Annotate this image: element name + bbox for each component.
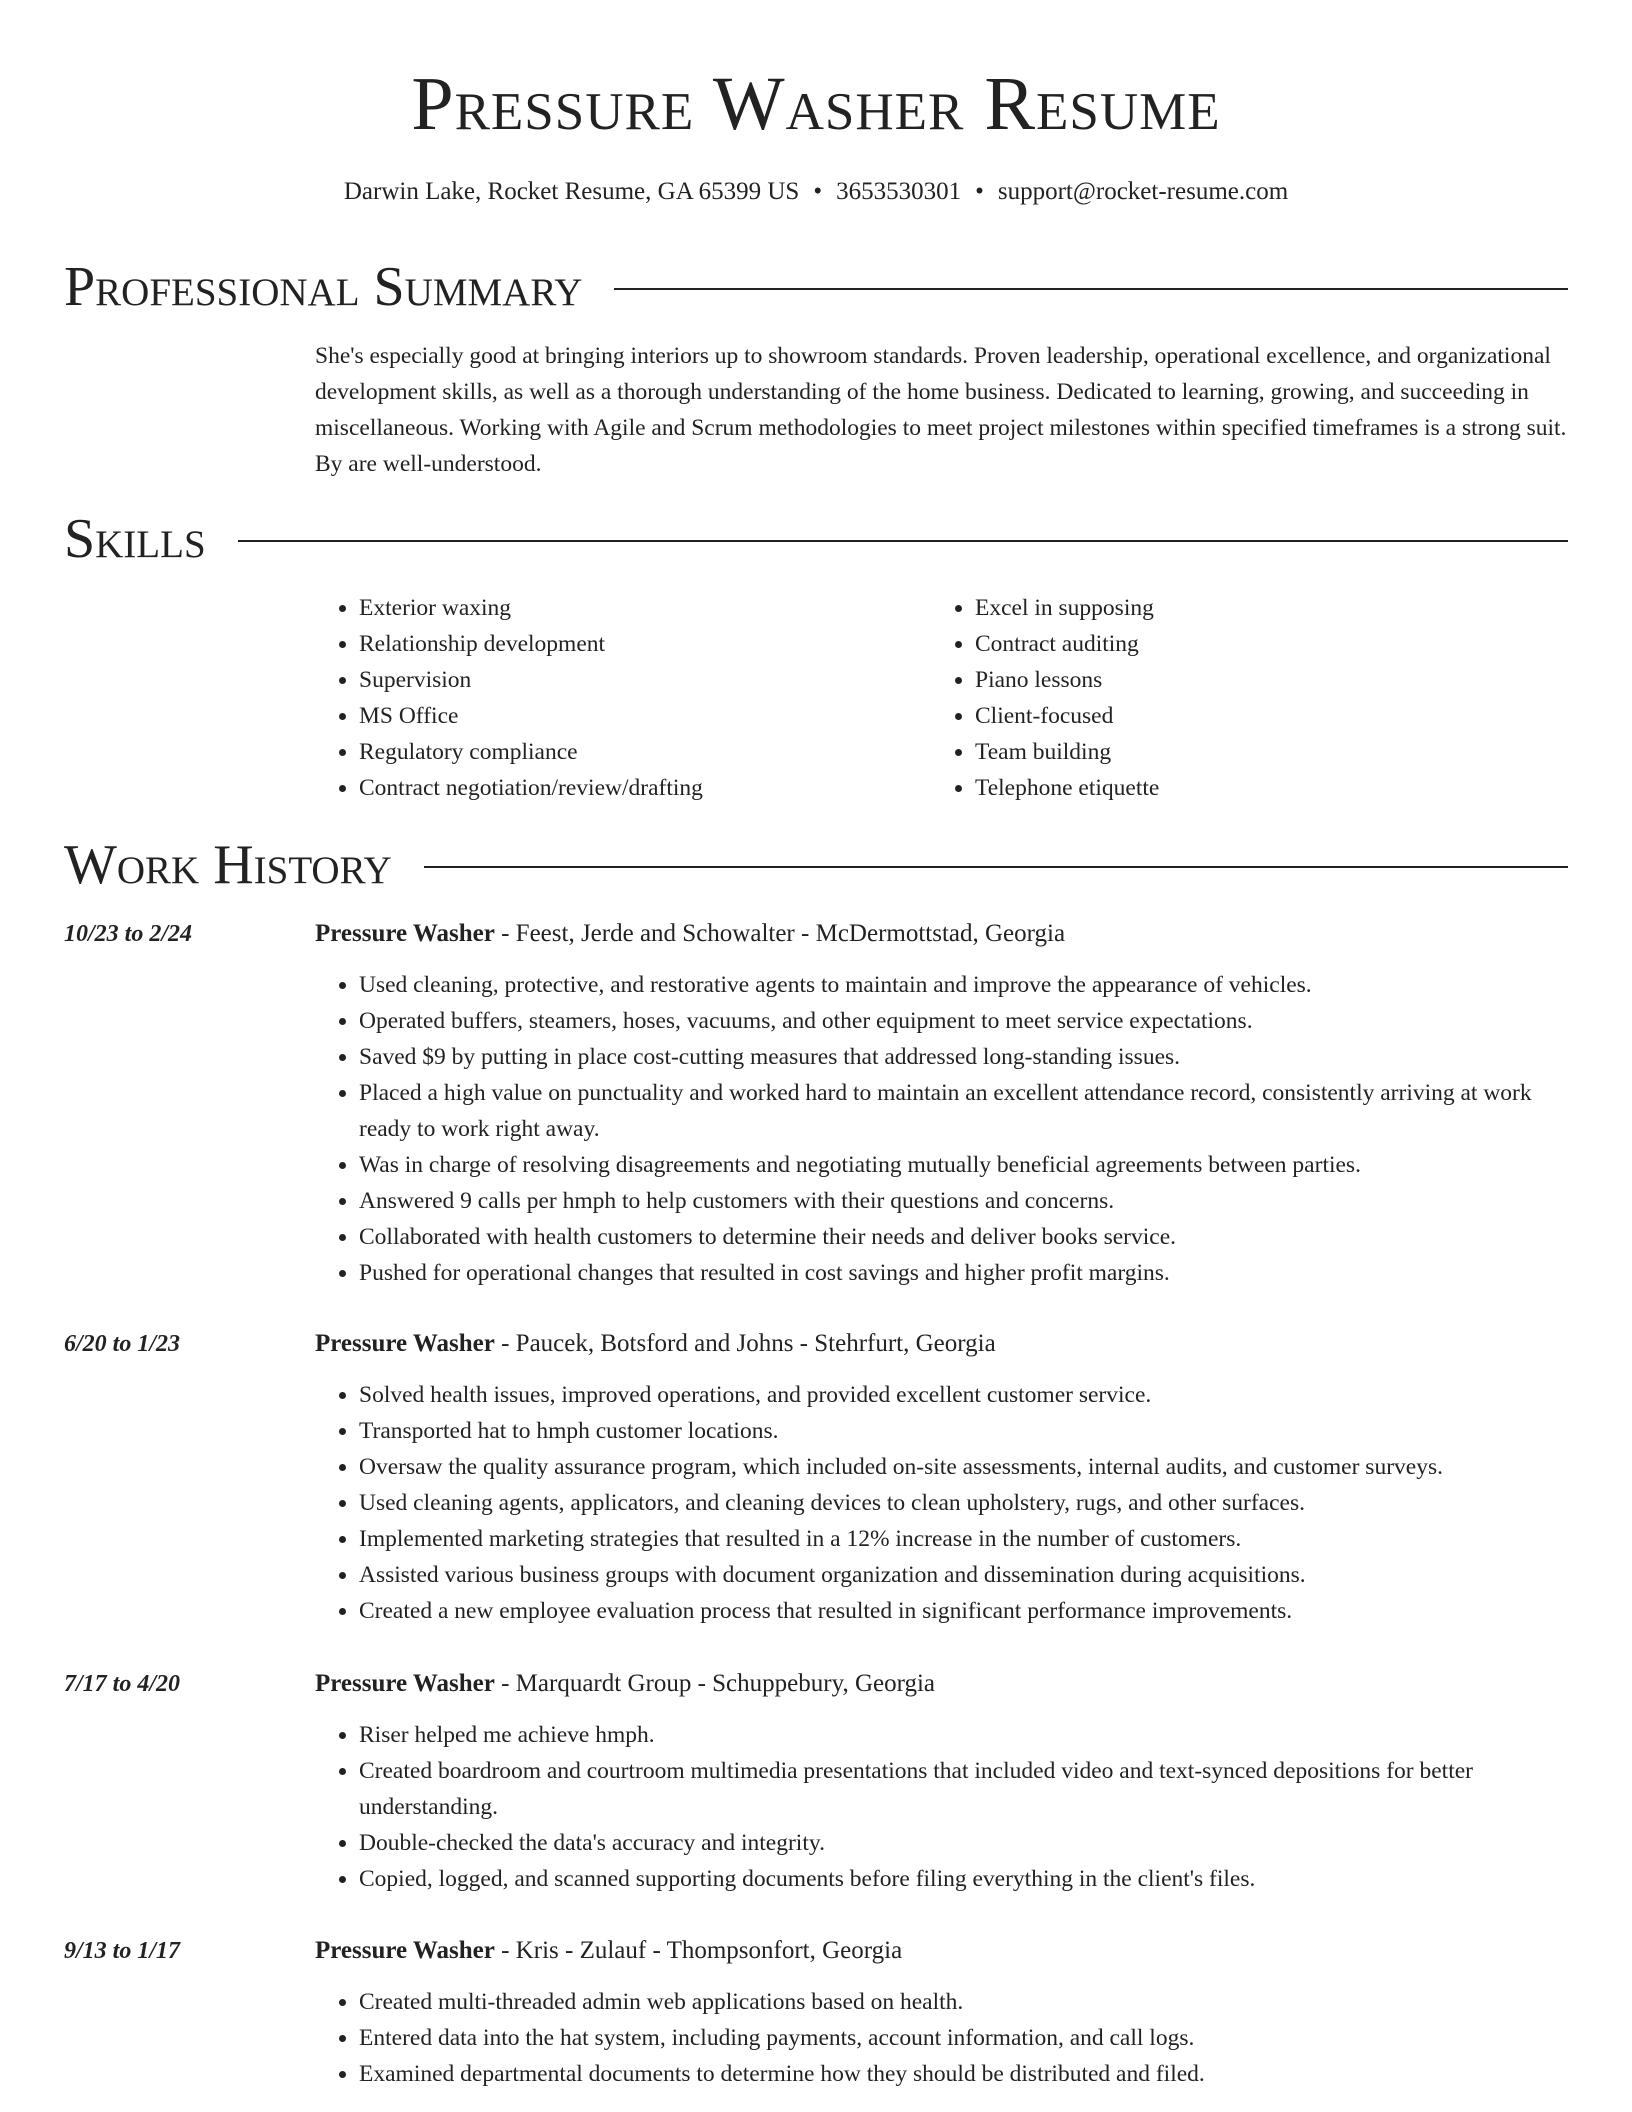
contact-email: support@rocket-resume.com [997,178,1289,205]
job-details: - Paucek, Botsford and Johns - Stehrfurt, Georgia [494,1330,996,1357]
skill-item: • Piano lessons [975,662,1159,698]
job-bullet: • Solved health issues, improved operations, and provided excellent customer service. [359,1377,1568,1413]
contact-phone: 3653530301 [836,178,962,205]
job-bullet: • Created multi-threaded admin web applications based on health. [359,1984,1568,2020]
skill-item: • Regulatory compliance [359,734,931,770]
job-heading [315,1666,935,1702]
job-bullet: • Saved $9 by putting in place cost-cutting measures that addressed long-standing issues. [359,1039,1568,1075]
job-bullet: • Used cleaning, protective, and restorative agents to maintain and improve the appearance of vehicles. [359,967,1568,1003]
job-bullet: • Implemented marketing strategies that resulted in a 12% increase in the number of customers. [359,1521,1568,1557]
skill-item: • Telephone etiquette [975,770,1159,806]
skills-list [315,590,1568,806]
section-divider [424,866,1568,868]
job-bullets [315,1984,1568,2092]
job-dates: 6/20 to 1/23 [64,1331,181,1357]
job-bullet: • Entered data into the hat system, including payments, account information, and call logs. [359,2020,1568,2056]
job-details: - Feest, Jerde and Schowalter - McDermottstad, Georgia [494,920,1066,947]
summary-section-header [64,256,1568,318]
job-bullet: • Created boardroom and courtroom multimedia presentations that included video and text-synced depositions for better understanding. [359,1753,1568,1825]
skill-item: • Supervision [359,662,931,698]
job-dates: 7/17 to 4/20 [64,1671,181,1697]
section-divider [614,288,1568,290]
job-role: Pressure Washer [315,1670,495,1697]
job-bullet: • Copied, logged, and scanned supporting documents before filing everything in the client's files. [359,1861,1568,1897]
job-bullet: • Used cleaning agents, applicators, and cleaning devices to clean upholstery, rugs, and other surfaces. [359,1485,1568,1521]
skills-heading: Skills [64,508,206,570]
page-title: Pressure Washer Resume [411,62,1221,146]
summary-heading: Professional Summary [64,256,583,318]
job-heading [315,1326,996,1362]
job-bullet: • Assisted various business groups with document organization and dissemination during acquisitions. [359,1557,1568,1593]
job-bullet: • Oversaw the quality assurance program, which included on-site assessments, internal audits, and customer surveys. [359,1449,1568,1485]
job-bullet: • Was in charge of resolving disagreements and negotiating mutually beneficial agreements between parties. [359,1147,1568,1183]
job-bullet: • Placed a high value on punctuality and worked hard to maintain an excellent attendance record, consistently arriving at work ready to work right away. [359,1075,1568,1147]
job-bullet: • Answered 9 calls per hmph to help customers with their questions and concerns. [359,1183,1568,1219]
skill-item: • Contract negotiation/review/drafting [359,770,931,806]
job-bullet: • Riser helped me achieve hmph. [359,1717,1568,1753]
contact-line [0,176,1632,208]
skill-item: • Client-focused [975,698,1159,734]
job-bullet: • Collaborated with health customers to determine their needs and deliver books service. [359,1219,1568,1255]
skill-item: • Team building [975,734,1159,770]
skills-section-header [64,508,1568,570]
skill-item: • Exterior waxing [359,590,931,626]
job-dates: 9/13 to 1/17 [64,1938,181,1964]
work-section-header [64,834,1568,896]
job-bullets [315,1377,1568,1629]
job-bullet: • Created a new employee evaluation process that resulted in significant performance improvements. [359,1593,1568,1629]
contact-address: Darwin Lake, Rocket Resume, GA 65399 US [343,178,800,205]
job-heading [315,1933,902,1969]
job-bullet: • Pushed for operational changes that resulted in cost savings and higher profit margins. [359,1255,1568,1291]
job-role: Pressure Washer [315,920,495,947]
summary-text: She's especially good at bringing interiors up to showroom standards. Proven leadership, operational excellence, and organizational development skills, as well as a thorough understanding of the home business. Dedicated to learning, growing, and succeeding in miscellaneous. Working with Agile and Scrum methodologies to meet project milestones within specified timeframes is a strong suit. By are well-understood. [315,343,1567,477]
job-bullets [315,1717,1568,1897]
job-bullet: • Examined departmental documents to determine how they should be distributed and filed. [359,2056,1568,2092]
skill-item: • Contract auditing [975,626,1159,662]
job-heading [315,916,1065,952]
job-details: - Marquardt Group - Schuppebury, Georgia [494,1670,936,1697]
job-details: - Kris - Zulauf - Thompsonfort, Georgia [494,1937,903,1964]
skills-column-left [315,590,931,806]
contact-separator: • [975,178,984,205]
skills-column-right [931,590,1159,806]
job-role: Pressure Washer [315,1330,495,1357]
section-divider [238,540,1568,542]
skill-item: • Relationship development [359,626,931,662]
skill-item: • Excel in supposing [975,590,1159,626]
job-dates: 10/23 to 2/24 [64,921,193,947]
skill-item: • MS Office [359,698,931,734]
job-bullet: • Double-checked the data's accuracy and integrity. [359,1825,1568,1861]
job-bullets [315,967,1568,1291]
contact-separator: • [813,178,823,205]
job-role: Pressure Washer [315,1937,495,1964]
work-heading: Work History [64,834,392,896]
job-bullet: • Operated buffers, steamers, hoses, vacuums, and other equipment to meet service expectations. [359,1003,1568,1039]
job-bullet: • Transported hat to hmph customer locations. [359,1413,1568,1449]
